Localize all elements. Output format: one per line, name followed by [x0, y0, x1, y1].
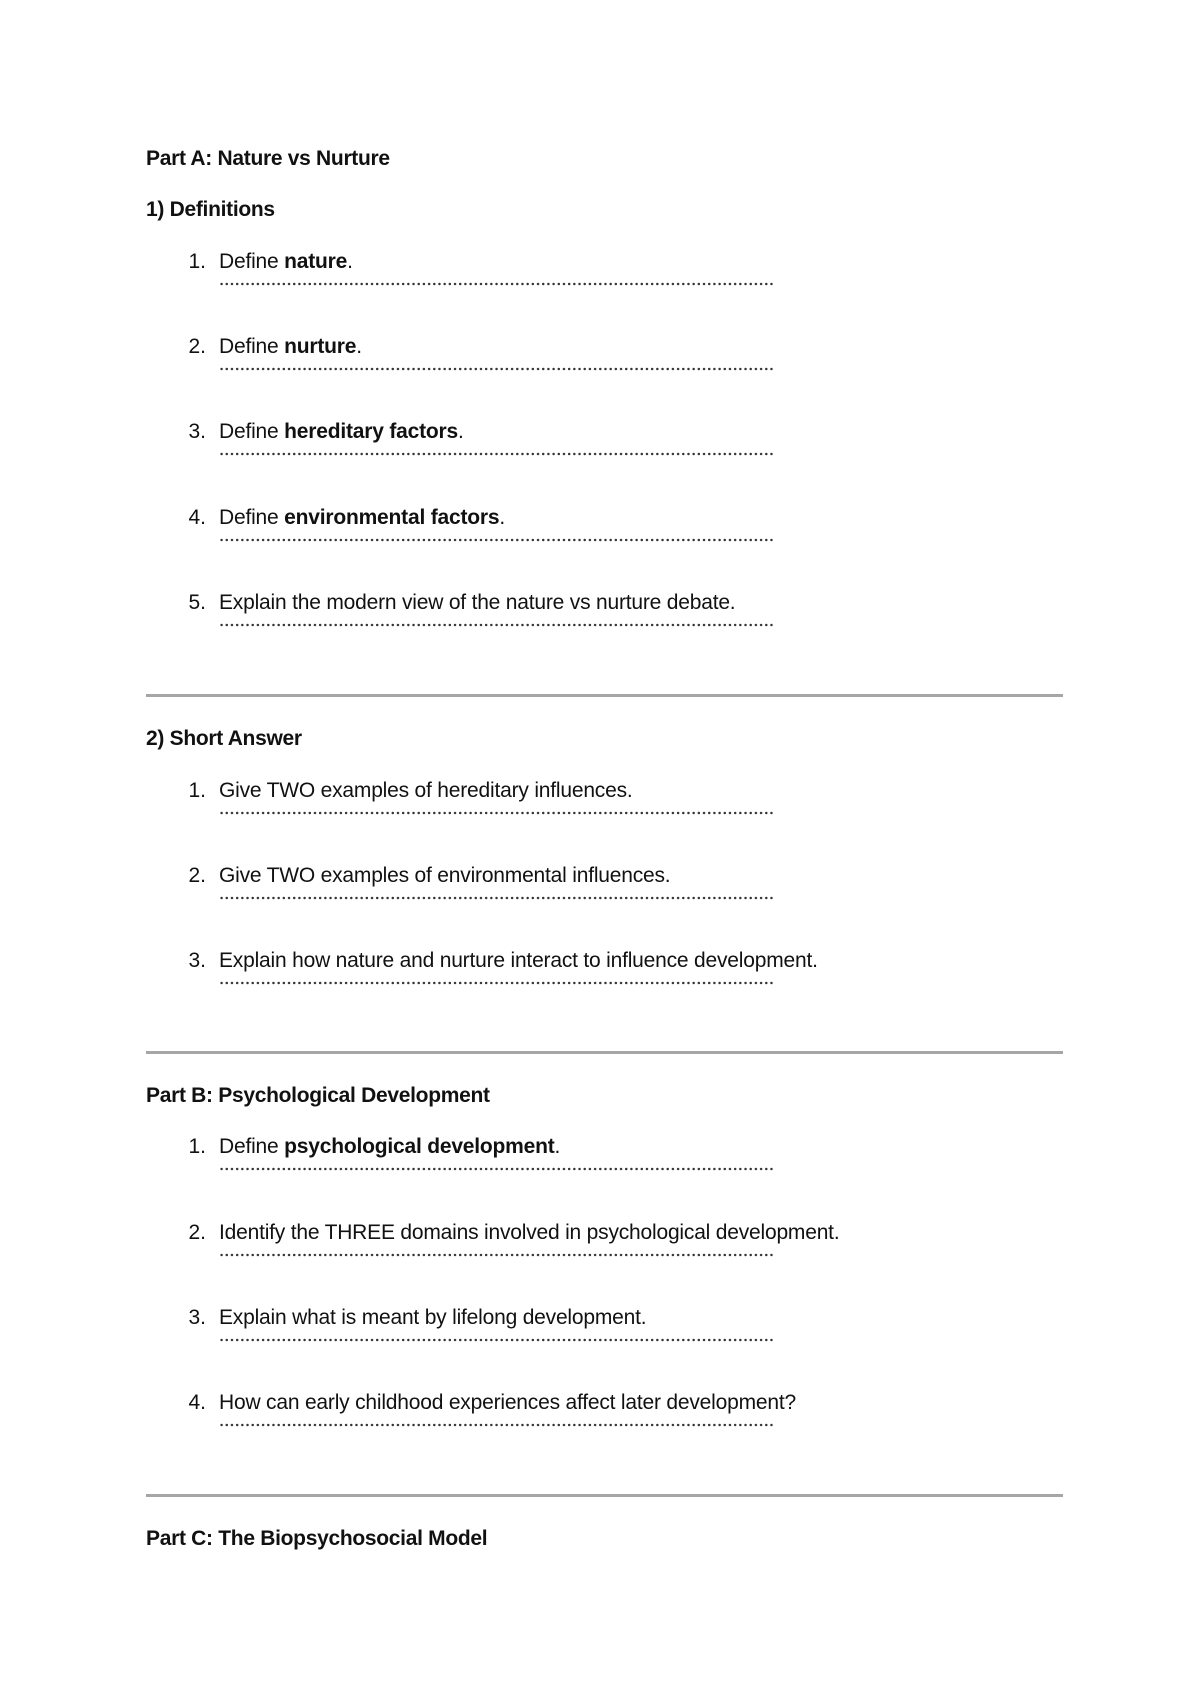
section-definitions-title: 1) Definitions: [146, 198, 275, 221]
section-divider: [146, 1051, 1063, 1054]
question-number: 4.: [188, 506, 206, 529]
question-number: 2.: [188, 335, 206, 358]
key-term: hereditary factors: [284, 420, 458, 443]
answer-line[interactable]: [219, 809, 774, 817]
answer-line[interactable]: [219, 280, 774, 288]
question-number: 2.: [188, 1221, 206, 1244]
part-b-title: Part B: Psychological Development: [146, 1084, 490, 1107]
question-item: [0, 591, 1200, 671]
question-item: [0, 949, 1200, 1029]
question-text: Give TWO examples of environmental influences.: [219, 864, 671, 887]
question-number: 1.: [188, 779, 206, 802]
question-item: [0, 1306, 1200, 1386]
answer-line[interactable]: [219, 450, 774, 458]
question-text: Give TWO examples of hereditary influences.: [219, 779, 633, 802]
question-text: Identify the THREE domains involved in psychological development.: [219, 1221, 840, 1244]
section-divider: [146, 1494, 1063, 1497]
question-item: [0, 250, 1200, 330]
question-number: 4.: [188, 1391, 206, 1414]
answer-line[interactable]: [219, 536, 774, 544]
question-text: How can early childhood experiences affect later development?: [219, 1391, 796, 1414]
answer-line[interactable]: [219, 621, 774, 629]
question-text: Define nurture.: [219, 335, 362, 358]
question-text: Define environmental factors.: [219, 506, 505, 529]
part-a-title: Part A: Nature vs Nurture: [146, 147, 390, 170]
answer-line[interactable]: [219, 1421, 774, 1429]
question-text: Define nature.: [219, 250, 353, 273]
part-c-title: Part C: The Biopsychosocial Model: [146, 1527, 488, 1550]
answer-line[interactable]: [219, 1336, 774, 1344]
answer-line[interactable]: [219, 1251, 774, 1259]
section-divider: [146, 694, 1063, 697]
question-item: [0, 420, 1200, 500]
question-number: 1.: [188, 250, 206, 273]
question-number: 1.: [188, 1135, 206, 1158]
key-term: psychological development: [284, 1135, 555, 1158]
answer-line[interactable]: [219, 894, 774, 902]
question-number: 3.: [188, 949, 206, 972]
key-term: environmental factors: [284, 506, 500, 529]
answer-line[interactable]: [219, 1165, 774, 1173]
question-item: [0, 779, 1200, 859]
key-term: nurture: [284, 335, 357, 358]
question-number: 2.: [188, 864, 206, 887]
answer-line[interactable]: [219, 365, 774, 373]
question-item: [0, 1391, 1200, 1471]
question-item: [0, 506, 1200, 586]
section-short-answer-title: 2) Short Answer: [146, 727, 302, 750]
question-text: Explain how nature and nurture interact to influence development.: [219, 949, 818, 972]
question-text: Explain the modern view of the nature vs nurture debate.: [219, 591, 736, 614]
key-term: nature: [284, 250, 348, 273]
question-item: [0, 1221, 1200, 1301]
question-number: 3.: [188, 420, 206, 443]
question-item: [0, 864, 1200, 944]
answer-line[interactable]: [219, 979, 774, 987]
question-number: 3.: [188, 1306, 206, 1329]
question-item: [0, 335, 1200, 415]
question-item: [0, 1135, 1200, 1215]
question-number: 5.: [188, 591, 206, 614]
question-text: Explain what is meant by lifelong development.: [219, 1306, 647, 1329]
question-text: Define psychological development.: [219, 1135, 561, 1158]
question-text: Define hereditary factors.: [219, 420, 464, 443]
